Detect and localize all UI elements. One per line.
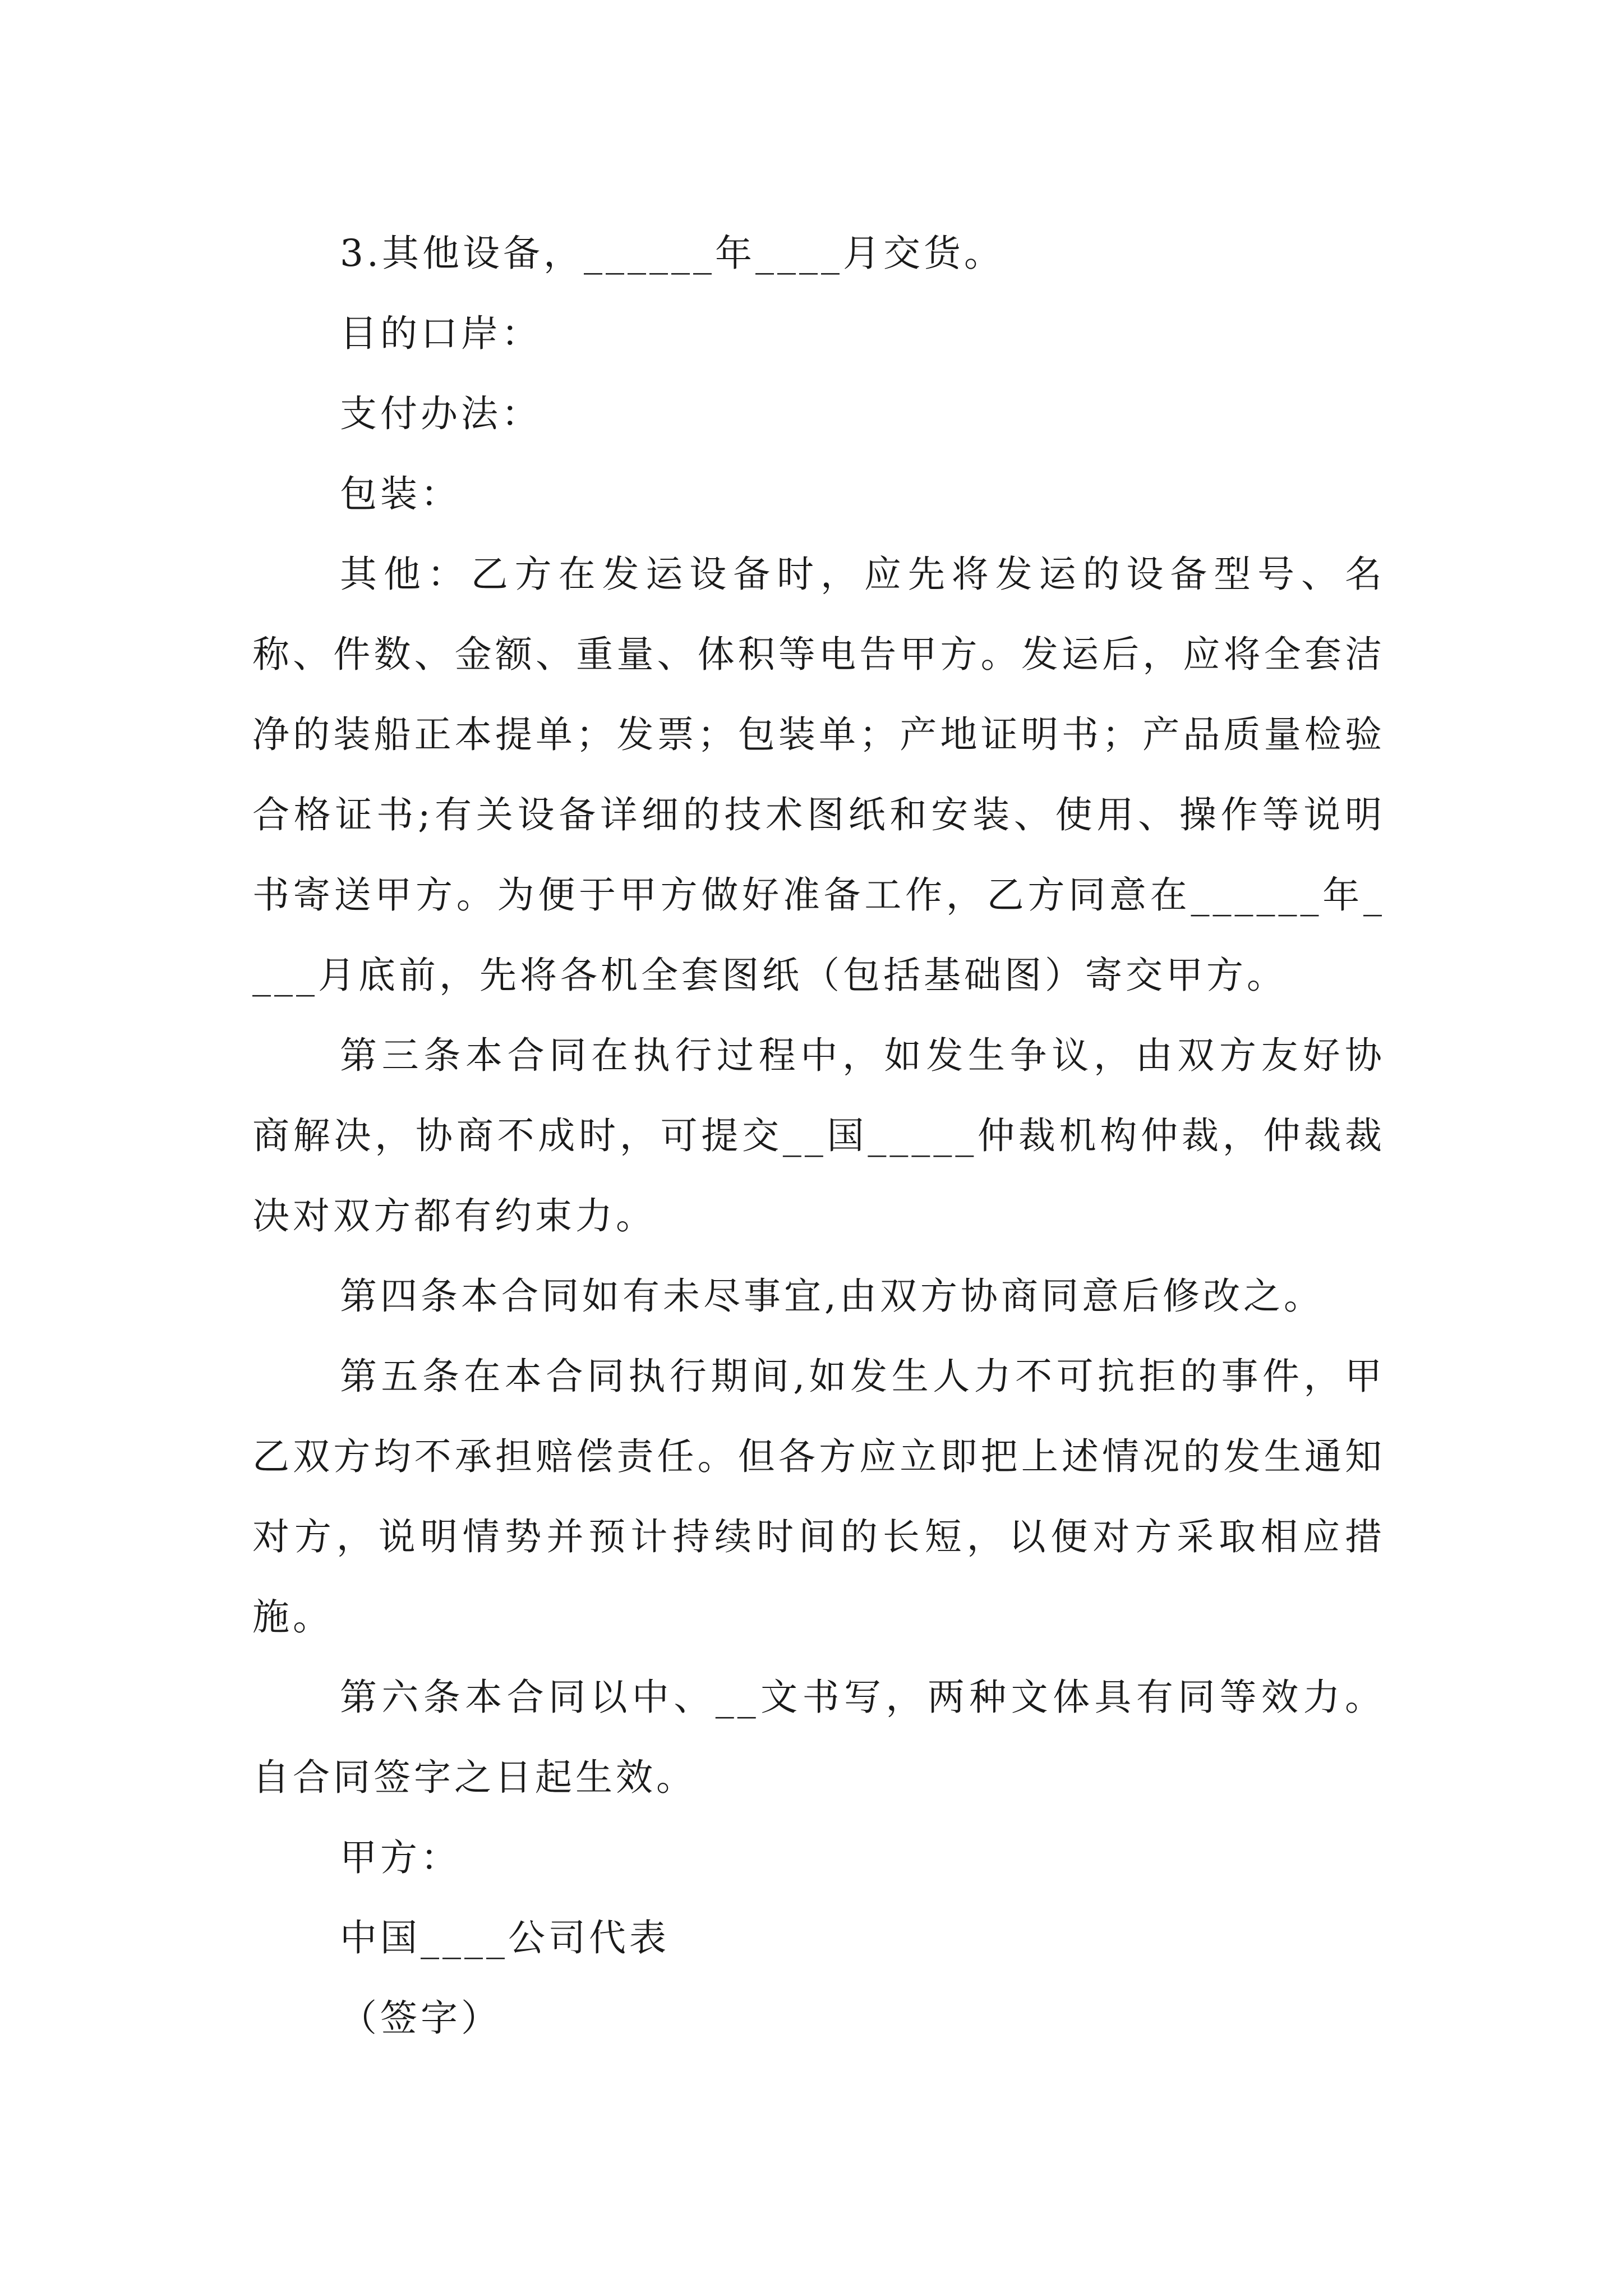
paragraph-company-representative: 中国____公司代表 [340, 1916, 670, 1959]
paragraph-article-6: 第六条本合同以中、__文书写，两种文体具有同等效力。自合同签字之日起生效。 [252, 1676, 1385, 1799]
paragraph-article-3: 第三条本合同在执行过程中，如发生争议，由双方友好协商解决，协商不成时，可提交__国_____仲裁机构仲裁，仲裁裁决对双方都有约束力。 [252, 1034, 1385, 1237]
paragraph-article-4: 第四条本合同如有未尽事宜,由双方协商同意后修改之。 [340, 1274, 1324, 1318]
paragraph-article-5: 第五条在本合同执行期间,如发生人力不可抗拒的事件，甲乙双方均不承担赔偿责任。但各方应立即把上述情况的发生通知对方，说明情势并预计持续时间的长短，以便对方采取相应措施。 [252, 1355, 1385, 1639]
contract-body [252, 213, 1385, 2058]
paragraph-other-terms: 其他：乙方在发运设备时，应先将发运的设备型号、名称、件数、金额、重量、体积等电告甲方。发运后，应将全套洁净的装船正本提单；发票；包装单；产地证明书；产品质量检验合格证书;有关设备详细的技术图纸和安装、使用、操作等说明书寄送甲方。为便于甲方做好准备工作，乙方同意在______年____月底前，先将各机全套图纸（包括基础图）寄交甲方。 [252, 553, 1385, 997]
paragraph-delivery-other-equipment: 3.其他设备，______年____月交货。 [340, 232, 1004, 275]
paragraph-packaging: 包装： [340, 472, 461, 516]
paragraph-signature: （签字） [340, 1996, 501, 2040]
paragraph-payment-method: 支付办法： [340, 392, 542, 435]
paragraph-destination-port: 目的口岸： [340, 312, 542, 355]
paragraph-party-a: 甲方： [340, 1836, 461, 1879]
